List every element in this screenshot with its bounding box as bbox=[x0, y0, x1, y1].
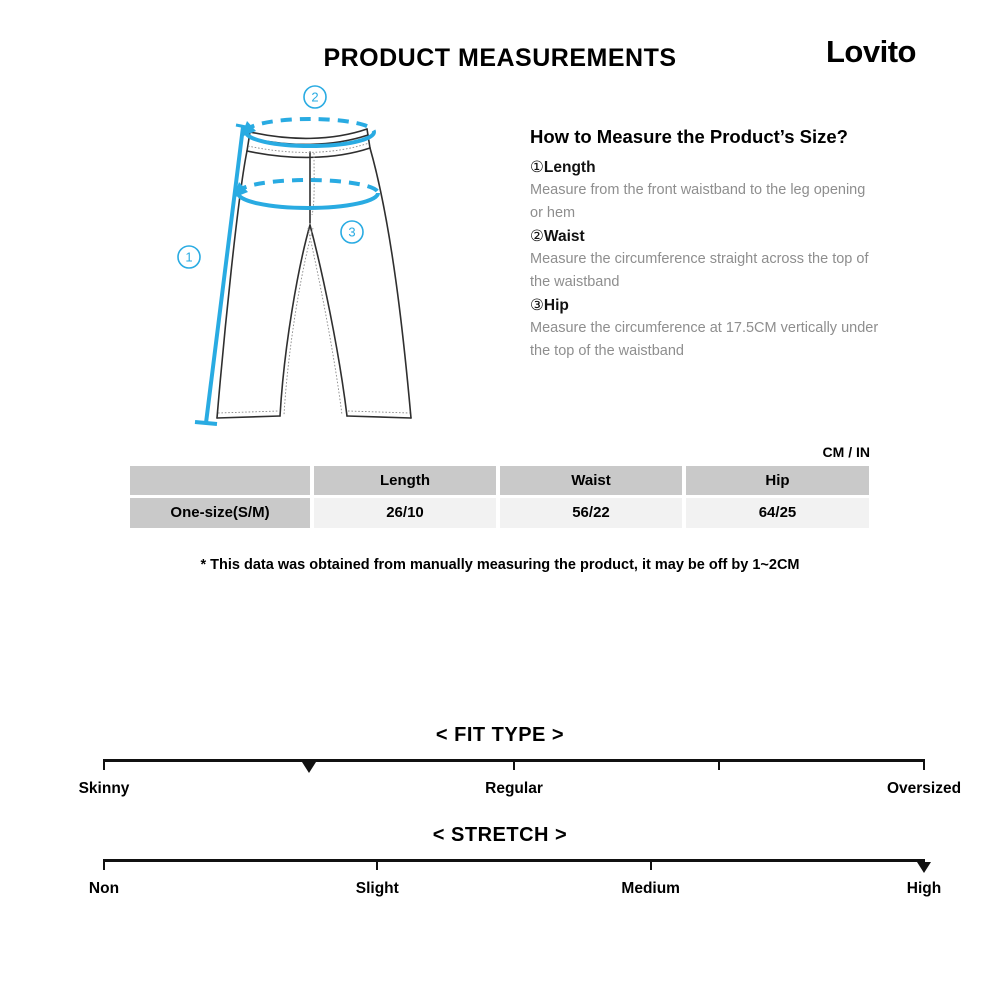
hip-measure-ellipse bbox=[238, 180, 378, 193]
circled-1: ① bbox=[530, 159, 544, 176]
table-header-size bbox=[130, 466, 310, 495]
table-header-length: Length bbox=[314, 466, 496, 495]
stretch-tick-67 bbox=[650, 859, 652, 870]
page-title: PRODUCT MEASUREMENTS bbox=[323, 44, 677, 72]
measurements-table bbox=[130, 466, 871, 528]
waist-measure-ellipse bbox=[246, 119, 374, 132]
measure-desc-waist: Measure the circumference straight across the top of the waistband bbox=[530, 251, 869, 290]
fit-label-regular: Regular bbox=[485, 780, 543, 797]
fit-tick-50 bbox=[513, 759, 515, 770]
measurement-footnote: * This data was obtained from manually measuring the product, it may be off by 1~2CM bbox=[200, 557, 800, 573]
pants-outline bbox=[217, 129, 411, 418]
stretch-track bbox=[104, 859, 924, 862]
table-header-waist: Waist bbox=[500, 466, 682, 495]
measure-item-length bbox=[530, 156, 882, 225]
pants-stitching bbox=[218, 143, 410, 415]
fit-type-title: < FIT TYPE > bbox=[435, 724, 565, 746]
stretch-marker bbox=[917, 862, 931, 873]
stretch-label-slight: Slight bbox=[355, 880, 399, 897]
how-to-measure-section bbox=[530, 124, 882, 363]
table-value-waist: 56/22 bbox=[500, 498, 682, 528]
annotation-2-number: 2 bbox=[311, 89, 319, 105]
fit-tick-75 bbox=[718, 759, 720, 770]
units-label: CM / IN bbox=[822, 444, 870, 460]
annotation-1-number: 1 bbox=[185, 249, 193, 265]
measure-desc-length: Measure from the front waistband to the leg opening or hem bbox=[530, 182, 866, 221]
fit-label-skinny: Skinny bbox=[78, 780, 130, 797]
stretch-label-non: Non bbox=[88, 880, 120, 897]
measure-label-length: Length bbox=[543, 159, 596, 176]
measure-label-hip: Hip bbox=[543, 297, 569, 314]
table-row-size: One-size(S/M) bbox=[130, 498, 310, 528]
fit-label-oversized: Oversized bbox=[886, 780, 962, 797]
fit-tick-100 bbox=[923, 759, 925, 770]
stretch-label-high: High bbox=[906, 880, 942, 897]
fit-type-labels bbox=[78, 780, 962, 800]
fit-type-marker bbox=[302, 762, 316, 773]
fit-tick-0 bbox=[103, 759, 105, 770]
table-value-hip: 64/25 bbox=[686, 498, 869, 528]
fit-type-track bbox=[104, 759, 924, 762]
circled-2: ② bbox=[530, 228, 544, 245]
pants-diagram bbox=[170, 85, 490, 435]
measure-marks bbox=[195, 119, 378, 424]
annotation-badges bbox=[178, 86, 363, 268]
stretch-title: < STRETCH > bbox=[432, 824, 568, 846]
measure-label-waist: Waist bbox=[543, 228, 585, 245]
measure-item-hip bbox=[530, 294, 882, 363]
measure-item-waist bbox=[530, 225, 882, 294]
stretch-label-medium: Medium bbox=[621, 880, 680, 897]
table-value-length: 26/10 bbox=[314, 498, 496, 528]
length-measure-line bbox=[206, 127, 243, 423]
measure-desc-hip: Measure the circumference at 17.5CM vertically under the top of the waistband bbox=[530, 320, 879, 359]
circled-3: ③ bbox=[530, 297, 544, 314]
annotation-3-number: 3 bbox=[348, 224, 356, 240]
stretch-tick-33 bbox=[376, 859, 378, 870]
table-header-hip: Hip bbox=[686, 466, 869, 495]
brand-logo: Lovito bbox=[826, 34, 916, 69]
stretch-labels bbox=[88, 880, 942, 900]
stretch-tick-0 bbox=[103, 859, 105, 870]
how-to-heading: How to Measure the Product’s Size? bbox=[530, 126, 848, 147]
